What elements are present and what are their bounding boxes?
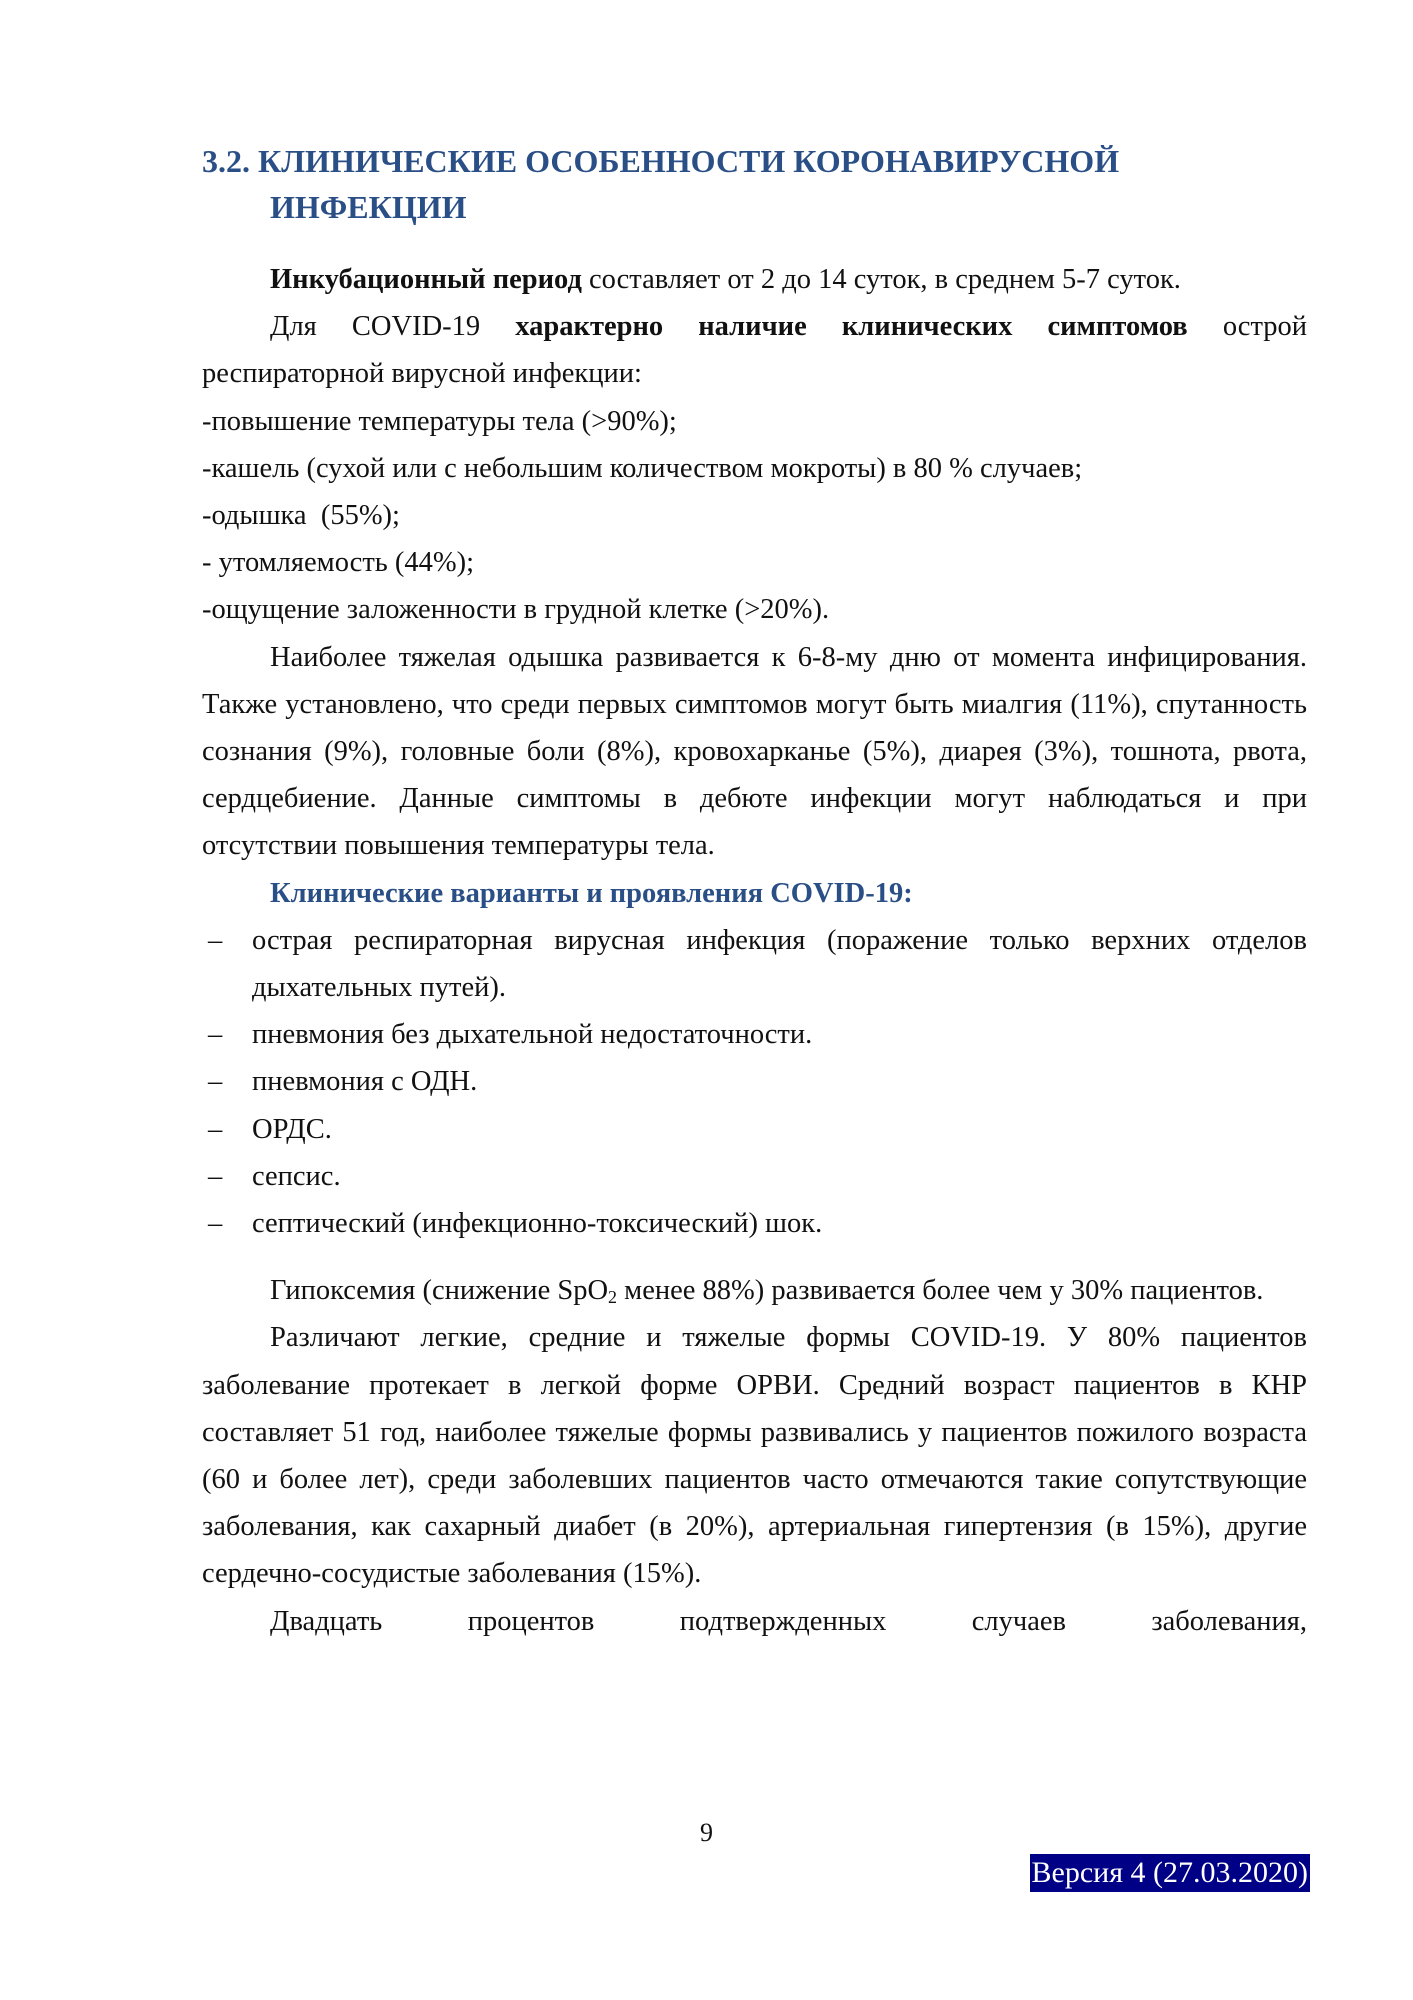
list-item-text: острая респираторная вирусная инфекция (поражение только верхних отделов дыхательных путей). — [252, 924, 1307, 1004]
incubation-paragraph — [202, 256, 1307, 303]
section-title — [202, 138, 1307, 230]
hypoxemia-pre: Гипоксемия (снижение SpO — [270, 1275, 609, 1307]
list-item-text: септический (инфекционно-токсический) шок. — [252, 1208, 823, 1240]
forms-paragraph: Различают легкие, средние и тяжелые формы COVID-19. У 80% пациентов заболевание протекает в легкой форме ОРВИ. Средний возраст пациентов в КНР составляет 51 год, наиболее тяжелые формы развивались у пациентов пожилого возраста (60 и более лет), среди заболевших пациентов часто отмечаются такие сопутствующие заболевания, как сахарный диабет (в 20%), артериальная гипертензия (в 15%), другие сердечно-сосудистые заболевания (15%). — [202, 1322, 1307, 1590]
list-item-text: пневмония без дыхательной недостаточности. — [252, 1019, 813, 1051]
list-item — [202, 1058, 1307, 1105]
symptom-item: -кашель (сухой или с небольшим количеством мокроты) в 80 % случаев; — [202, 452, 1083, 484]
section-title-line2: ИНФЕКЦИИ — [270, 189, 467, 225]
list-item — [202, 1200, 1307, 1247]
dash-bullet-icon: – — [208, 1066, 223, 1098]
dash-bullet-icon: – — [208, 1019, 223, 1051]
symptom-item: - утомляемость (44%); — [202, 547, 475, 579]
list-item — [202, 1011, 1307, 1058]
list-item — [202, 1106, 1307, 1153]
incubation-text: составляет от 2 до 14 суток, в среднем 5-7 суток. — [581, 264, 1181, 295]
dash-bullet-icon: – — [208, 1208, 223, 1240]
symptom-item: -одышка (55%); — [202, 500, 400, 532]
last-paragraph: Двадцать процентов подтвержденных случаев заболевания, — [270, 1605, 1307, 1637]
list-item-text: сепсис. — [252, 1160, 341, 1192]
symptom-item: -повышение температуры тела (>90%); — [202, 405, 677, 437]
document-page — [202, 138, 1307, 1645]
symptoms-intro-paragraph — [202, 303, 1307, 397]
version-badge: Версия 4 (27.03.2020) — [1030, 1854, 1310, 1892]
symptom-item: -ощущение заложенности в грудной клетке (>20%). — [202, 594, 830, 626]
symptoms-intro-post: острой респираторной вирусной инфекции: — [202, 311, 1308, 390]
dash-bullet-icon: – — [208, 1113, 223, 1145]
variants-list — [202, 917, 1307, 1247]
hypoxemia-paragraph — [202, 1267, 1307, 1314]
incubation-bold: Инкубационный период — [270, 264, 582, 295]
dyspnea-paragraph: Наиболее тяжелая одышка развивается к 6-8-му дню от момента инфицирования. Также установлено, что среди первых симптомов могут быть миалгия (11%), спутанность сознания (9%), головные боли (8%), кровохарканье (5%), диарея (3%), тошнота, рвота, сердцебиение. Данные симптомы в дебюте инфекции могут наблюдаться и при отсутствии повышения температуры тела. — [202, 641, 1307, 862]
dash-bullet-icon: – — [208, 924, 223, 956]
list-item — [202, 1153, 1307, 1200]
hypoxemia-post: менее 88%) развивается более чем у 30% пациентов. — [617, 1275, 1264, 1307]
symptoms-intro-pre: Для COVID-19 — [270, 311, 516, 343]
list-item — [202, 917, 1307, 1011]
section-title-line1: 3.2. КЛИНИЧЕСКИЕ ОСОБЕННОСТИ КОРОНАВИРУСНОЙ — [202, 143, 1120, 179]
hypoxemia-subscript: 2 — [608, 1287, 618, 1308]
list-item-text: ОРДС. — [252, 1113, 332, 1145]
page-number: 9 — [700, 1818, 713, 1847]
list-item-text: пневмония с ОДН. — [252, 1066, 478, 1098]
symptoms-intro-bold: характерно наличие клинических симптомов — [515, 311, 1188, 343]
variants-heading: Клинические варианты и проявления COVID-19: — [270, 877, 913, 909]
dash-bullet-icon: – — [208, 1160, 223, 1192]
spacer — [202, 1247, 1307, 1267]
